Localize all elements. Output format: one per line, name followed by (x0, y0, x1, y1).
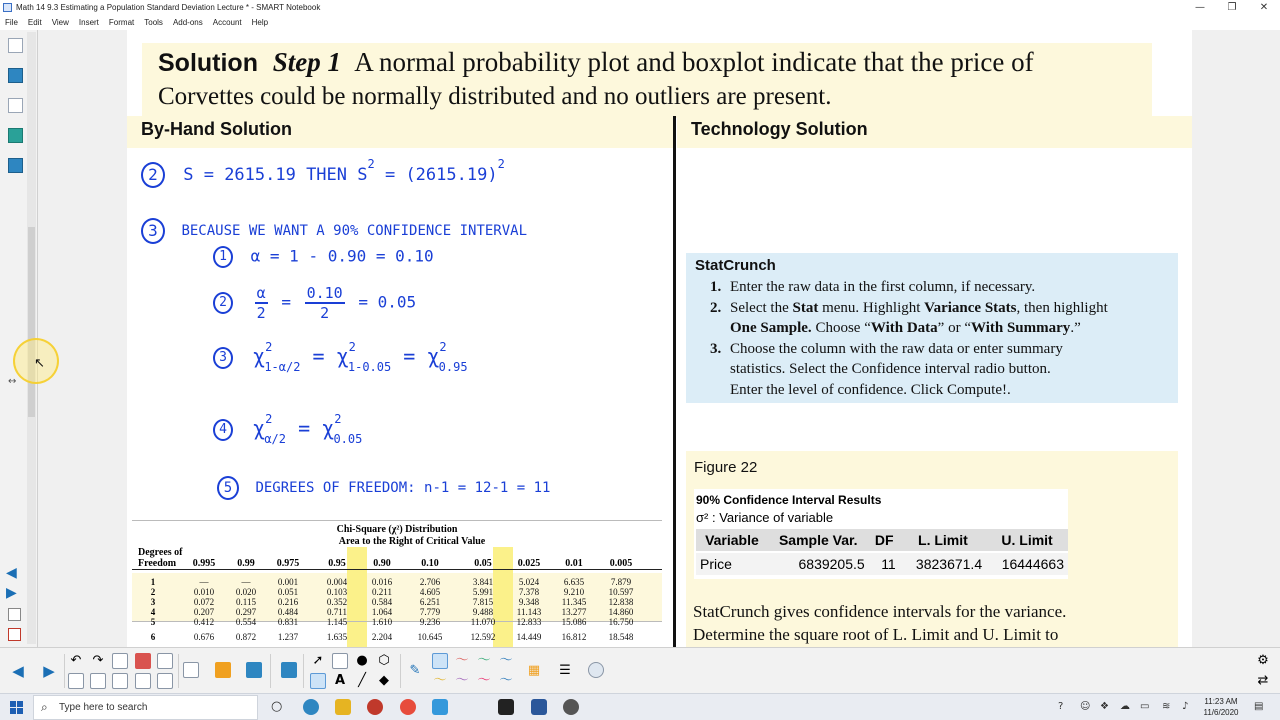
minimize-button[interactable]: — (1195, 2, 1205, 13)
step-number: 1. (710, 279, 722, 295)
chi-table-cell: 0.004 (326, 577, 348, 587)
table-row (696, 552, 1068, 575)
magic-pen-icon[interactable] (332, 653, 348, 669)
chi-column-header: 0.10 (421, 558, 439, 569)
hw-text: = (403, 344, 416, 368)
restore-button[interactable]: ❐ (1227, 2, 1237, 13)
handwritten-step-2 (141, 157, 505, 188)
people-tray-icon[interactable]: ☺ (1080, 701, 1091, 712)
chi-table-cell: 7.879 (610, 577, 632, 587)
circled-number: 3 (141, 218, 165, 244)
hw-exponent: 2 (497, 157, 505, 171)
results-cell: Price (696, 552, 768, 575)
screen-shade-icon[interactable] (135, 673, 151, 689)
undo-icon[interactable]: ↶ (70, 653, 82, 668)
chi-table-cell: 0.072 (193, 597, 215, 607)
smart-toolbar (0, 647, 1280, 693)
help-tray-icon[interactable]: ? (1058, 701, 1064, 712)
results-header-cell: L. Limit (900, 529, 986, 552)
chi-table-cell: 0.051 (277, 587, 299, 597)
chi-table-cell: 11.070 (470, 617, 496, 627)
chi-table-cell: — (241, 577, 251, 587)
chi-table-cell: 7.779 (419, 607, 441, 617)
figure-note-line-2: Determine the square root of L. Limit and U. Limit to (693, 625, 1059, 644)
chi-table-cell: 0.216 (277, 597, 299, 607)
chi-table-cell: 2.204 (371, 632, 393, 642)
smart-notebook-app-icon (3, 3, 12, 12)
onedrive-tray-icon[interactable]: ☁ (1120, 701, 1130, 712)
results-cell: 11 (869, 552, 900, 575)
circled-number: 3 (213, 347, 233, 369)
statcrunch-step-2 (710, 298, 1108, 318)
close-button[interactable]: ✕ (1259, 2, 1269, 13)
hw-chi: χ (427, 344, 440, 368)
chi-row-df: 1 (150, 577, 156, 587)
handwritten-substep-1 (213, 246, 434, 268)
hw-fraction (305, 284, 345, 322)
circled-number: 5 (217, 476, 239, 500)
hw-exponent: 2 (334, 412, 342, 426)
hw-text: = (281, 292, 291, 312)
pen-style-dark-blue-icon[interactable]: 〜 (499, 653, 513, 668)
hw-exponent: 2 (439, 340, 447, 354)
chi-table-cell: 0.412 (193, 617, 215, 627)
handwritten-substep-3 (213, 340, 468, 374)
chi-table-cell: 0.020 (235, 587, 257, 597)
title-bar (0, 0, 1280, 15)
chi-table-cell: 1.237 (277, 632, 299, 642)
chi-table-cell: 0.554 (235, 617, 257, 627)
chi-table-cell: 14.860 (608, 607, 634, 617)
chi-table-cell: 3.841 (472, 577, 494, 587)
pen-style-pink-icon[interactable]: 〜 (477, 673, 491, 688)
pen-style-green-icon[interactable]: 〜 (477, 653, 491, 668)
pen-style-light-blue-icon[interactable]: 〜 (499, 673, 513, 688)
chi-column-header: 0.99 (237, 558, 255, 569)
hw-chi: χ (253, 344, 266, 368)
technology-heading: Technology Solution (677, 116, 1192, 148)
chi-table-cell: 6.251 (419, 597, 441, 607)
chi-table-cell: 7.378 (518, 587, 540, 597)
chi-table-cell: 16.750 (608, 617, 634, 627)
hw-exponent: 2 (367, 157, 375, 171)
hw-text: S = 2615.19 THEN S (183, 165, 368, 185)
handwritten-step-3 (141, 218, 527, 244)
chi-table-cell: 0.676 (193, 632, 215, 642)
chi-table-cell: 5.024 (518, 577, 540, 587)
chi-column-header: 0.95 (328, 558, 346, 569)
taskbar-search-box[interactable] (33, 695, 258, 720)
hw-fraction-den: 2 (256, 304, 266, 322)
results-cell: 6839205.5 (768, 552, 869, 575)
add-page-icon[interactable] (112, 653, 128, 669)
circled-number: 1 (213, 246, 233, 268)
column-divider (673, 116, 676, 647)
previous-page-icon[interactable]: ◀ (6, 565, 17, 581)
solution-header-line-2: Corvettes could be normally distributed and no outliers are present. (158, 83, 832, 110)
text-tool-icon[interactable]: A (334, 673, 346, 688)
chi-table-cell: 7.815 (472, 597, 494, 607)
chi-table-cell: 11.143 (516, 607, 542, 617)
chi-table-cell: 11.345 (561, 597, 587, 607)
chi-table-cell: 0.103 (326, 587, 348, 597)
cut-icon[interactable] (68, 673, 84, 689)
chi-table-cell: 5.991 (472, 587, 494, 597)
chi-table-cell: 10.645 (417, 632, 443, 642)
pen-style-purple-icon[interactable]: 〜 (455, 673, 469, 688)
chi-column-header: 0.90 (373, 558, 391, 569)
variance-label: σ² : Variance of variable (696, 510, 834, 525)
chi-table-title: Chi-Square (χ²) Distribution (336, 524, 458, 535)
document-camera-icon[interactable] (183, 662, 199, 678)
menu-file[interactable]: File (5, 17, 18, 27)
figure-note (693, 600, 1066, 646)
statcrunch-step-3-line-3: Enter the level of confidence. Click Compute!. (730, 382, 1011, 398)
edge-icon[interactable] (303, 699, 319, 715)
chi-table-cell: 0.211 (372, 587, 392, 597)
step-text: Choose the column with the raw data or enter summary (730, 341, 1063, 357)
chi-table-cell: 1.145 (326, 617, 348, 627)
step-text: ” or “ (937, 320, 971, 336)
chi-column-header: 0.975 (276, 558, 300, 569)
hw-text: = (298, 416, 311, 440)
search-placeholder: Type here to search (59, 702, 148, 713)
chi-table-cell: 6.635 (563, 577, 585, 587)
step-bold: With Data (870, 320, 938, 336)
chi-square-table (132, 520, 662, 647)
previous-page-button[interactable]: ◀ (12, 662, 24, 680)
pen-style-blue-icon[interactable] (432, 653, 448, 669)
chi-column-header: 0.025 (517, 558, 541, 569)
results-title: 90% Confidence Interval Results (696, 493, 882, 507)
results-header-cell: Sample Var. (768, 529, 869, 552)
chi-table-cell: 9.210 (563, 587, 585, 597)
dof-header-line-2: Freedom (138, 558, 177, 569)
smart-notebook-taskbar-icon[interactable] (432, 699, 448, 715)
chi-table-cell: 0.207 (193, 607, 215, 617)
step-bold: With Summary (970, 320, 1071, 336)
word-icon[interactable] (531, 699, 547, 715)
chrome-icon[interactable] (400, 699, 416, 715)
pen-style-yellow-icon[interactable]: 〜 (433, 673, 447, 688)
hw-fraction (255, 284, 268, 322)
settings-app-icon[interactable] (563, 699, 579, 715)
volume-tray-icon[interactable]: ♪ (1182, 701, 1189, 712)
hw-text: BECAUSE WE WANT A 90% CONFIDENCE INTERVAL (181, 223, 528, 239)
dof-header (138, 547, 183, 569)
hw-subscript: α/2 (264, 432, 287, 446)
chi-row-df: 5 (150, 617, 156, 627)
menu-add-ons[interactable]: Add-ons (172, 17, 203, 27)
results-cell: 3823671.4 (900, 552, 986, 575)
add-page-icon[interactable] (8, 608, 21, 621)
hw-text: = (2615.19) (384, 165, 498, 185)
canvas-margin-right (1192, 30, 1280, 647)
wifi-tray-icon[interactable]: ≋ (1162, 701, 1171, 712)
chi-table-cell: 12.838 (608, 597, 634, 607)
toolbar-separator (303, 654, 304, 688)
circled-number: 2 (141, 162, 165, 188)
solution-header-line-1 (158, 47, 1034, 78)
menu-account[interactable]: Account (212, 17, 242, 27)
menu-tools[interactable]: Tools (144, 17, 163, 27)
results-header-cell: U. Limit (986, 529, 1068, 552)
chi-table-cell: 0.584 (371, 597, 393, 607)
chi-table-cell: — (199, 577, 209, 587)
window-title: Math 14 9.3 Estimating a Population Standard Deviation Lecture * - SMART Notebook (16, 3, 321, 12)
chi-table-cell: 18.548 (608, 632, 634, 642)
figure-label: Figure 22 (694, 459, 758, 476)
hw-chi: χ (322, 416, 335, 440)
file-explorer-icon[interactable] (335, 699, 351, 715)
step-bold: Stat (792, 300, 819, 316)
results-table (696, 529, 1068, 575)
fill-tool-icon[interactable]: ⬡ (378, 653, 390, 668)
hw-fraction-den: 2 (320, 304, 330, 322)
page-sorter-icon[interactable] (8, 38, 23, 53)
step-label: Step 1 (272, 47, 341, 77)
by-hand-heading: By-Hand Solution (127, 116, 673, 148)
statcrunch-instructions (686, 253, 1178, 403)
properties-icon[interactable] (8, 128, 23, 143)
toolbar-separator (178, 654, 179, 688)
cortana-icon[interactable]: ○ (271, 699, 283, 714)
hw-subscript: 0.05 (333, 432, 363, 446)
add-ons-icon[interactable] (8, 158, 23, 173)
toolbar-separator (64, 654, 65, 688)
step-number: 3. (710, 341, 722, 357)
step-text: menu. Highlight (818, 300, 925, 316)
header-text-1: A normal probability plot and boxplot indicate that the price of (354, 47, 1034, 77)
chi-table-cell: 12.833 (516, 617, 542, 627)
chi-table-cell: 16.812 (561, 632, 587, 642)
pens-tool-icon[interactable] (310, 673, 326, 689)
chi-column-header: 0.005 (609, 558, 633, 569)
attachments-icon[interactable] (8, 98, 23, 113)
clock-date: 11/6/2020 (1203, 708, 1239, 717)
statcrunch-step-1 (710, 277, 1035, 297)
chi-table-subtitle: Area to the Right of Critical Value (338, 536, 486, 547)
chi-table-cell: 0.115 (236, 597, 256, 607)
hw-chi: χ (336, 344, 349, 368)
table-rule (132, 569, 662, 570)
acrobat-icon[interactable] (498, 699, 514, 715)
chi-table-cell: 1.635 (326, 632, 348, 642)
chi-table-cell: 9.236 (419, 617, 441, 627)
chi-table-cell: 12.592 (470, 632, 496, 642)
line-width-icon[interactable]: ☰ (559, 663, 571, 678)
addons-icon[interactable] (281, 662, 297, 678)
network-tray-icon[interactable]: ▭ (1140, 701, 1150, 712)
solution-label: Solution (158, 49, 258, 77)
line-tool-icon[interactable]: ╱ (358, 673, 366, 688)
canvas-margin-left (38, 30, 127, 647)
save-icon[interactable] (112, 673, 128, 689)
hw-text: α = 1 - 0.90 = 0.10 (250, 246, 434, 266)
hw-fraction-num: α (256, 284, 266, 302)
chi-table-cell: 0.352 (326, 597, 348, 607)
table-icon[interactable] (157, 653, 173, 669)
activity-builder-icon[interactable] (215, 662, 231, 678)
chi-table-cell: 0.016 (371, 577, 393, 587)
eraser-tool-icon[interactable]: ◆ (379, 673, 389, 688)
delete-icon[interactable] (135, 653, 151, 669)
step-bold: Variance Stats (924, 300, 1017, 316)
menu-edit[interactable]: Edit (27, 17, 42, 27)
statcrunch-step-2-cont (730, 318, 1081, 338)
chi-table-cell: 0.297 (235, 607, 257, 617)
hw-subscript: 1-0.05 (347, 360, 392, 374)
chi-table-cell: 0.484 (277, 607, 299, 617)
dof-header-line-1: Degrees of (138, 547, 183, 558)
results-header-cell: Variable (696, 529, 768, 552)
menu-view[interactable]: View (51, 17, 69, 27)
next-page-button[interactable]: ▶ (43, 662, 55, 680)
pen-style-red-icon[interactable]: 〜 (455, 653, 469, 668)
confidence-interval-results (694, 489, 1068, 579)
handwritten-substep-2 (213, 284, 416, 322)
hw-text: = (312, 344, 325, 368)
chi-table-cell: 9.488 (472, 607, 494, 617)
sidebar-scrollbar-thumb[interactable] (28, 227, 35, 417)
chi-table-cell: 0.831 (277, 617, 299, 627)
chi-table-cell: 14.449 (516, 632, 542, 642)
step-text: .” (1070, 320, 1081, 336)
taskbar-clock[interactable] (1196, 696, 1246, 718)
redo-icon[interactable]: ↷ (92, 653, 104, 668)
chi-row-df: 2 (150, 587, 156, 597)
toolbar-separator (270, 654, 271, 688)
chi-column-header: 0.05 (474, 558, 492, 569)
hw-subscript: 0.95 (438, 360, 468, 374)
windows-taskbar (0, 693, 1280, 720)
hw-fraction-num: 0.10 (306, 284, 343, 302)
step-bold: One Sample. (730, 320, 812, 336)
chi-table-cell: 4.605 (419, 587, 441, 597)
chi-table-cell: 0.872 (235, 632, 257, 642)
handwritten-substep-4 (213, 412, 363, 446)
step-text: Choose “ (811, 320, 871, 336)
copy-icon[interactable] (90, 673, 106, 689)
shape-tool-icon[interactable]: ● (356, 653, 368, 668)
chi-table-cell: 10.597 (608, 587, 634, 597)
toolbar-separator (400, 654, 401, 688)
chi-table-cell: 1.610 (371, 617, 393, 627)
chi-column-header: 0.995 (192, 558, 216, 569)
notebook-page[interactable] (127, 30, 1192, 647)
menu-insert[interactable]: Insert (78, 17, 99, 27)
chi-table-cell: 2.706 (419, 577, 441, 587)
delete-page-icon[interactable] (8, 628, 21, 641)
chi-table-cell: 9.348 (518, 597, 540, 607)
notifications-icon[interactable]: ▤ (1254, 701, 1264, 712)
chi-row-df: 3 (150, 597, 156, 607)
handwritten-step-5 (217, 476, 550, 500)
response-icon[interactable] (246, 662, 262, 678)
chi-table-cell: 0.711 (327, 607, 347, 617)
circled-number: 4 (213, 419, 233, 441)
properties-circle-icon[interactable] (588, 662, 604, 678)
figure-22 (686, 451, 1178, 647)
solution-header (142, 43, 1152, 118)
resize-arrows-icon[interactable]: ↔ (8, 376, 17, 387)
gallery-icon[interactable] (8, 68, 23, 83)
chi-table-cell: 13.277 (561, 607, 587, 617)
menu-help[interactable]: Help (251, 17, 269, 27)
figure-note-line-1: StatCrunch gives confidence intervals for the variance. (693, 602, 1067, 621)
step-text: Select the (730, 300, 793, 316)
circled-number: 2 (213, 292, 233, 314)
chi-table-cell: 1.064 (371, 607, 393, 617)
hw-exponent: 2 (265, 412, 273, 426)
select-tool-icon[interactable]: ➚ (312, 653, 324, 668)
step-text: Enter the raw data in the first column, if necessary. (730, 279, 1036, 295)
results-header-row (696, 529, 1068, 552)
hw-subscript: 1-α/2 (264, 360, 301, 374)
chi-table-cell: 0.001 (277, 577, 299, 587)
chi-table-cell: 0.010 (193, 587, 215, 597)
statcrunch-step-3 (710, 339, 1063, 359)
fullscreen-icon[interactable] (157, 673, 173, 689)
dropbox-tray-icon[interactable]: ❖ (1100, 701, 1109, 712)
chi-table-cell: 15.086 (561, 617, 587, 627)
toolbar-move-icon[interactable]: ⇄ (1257, 673, 1269, 688)
results-header-cell: DF (869, 529, 900, 552)
mouse-cursor-icon: ↖ (34, 356, 45, 371)
chi-column-header: 0.01 (565, 558, 583, 569)
color-grid-icon[interactable]: ▦ (527, 663, 541, 678)
clock-time: 11:23 AM (1204, 697, 1238, 706)
recorder-icon[interactable] (367, 699, 383, 715)
statcrunch-step-3-line-2: statistics. Select the Confidence interval radio button. (730, 361, 1051, 377)
hw-exponent: 2 (265, 340, 273, 354)
chi-row-df: 6 (150, 632, 156, 642)
search-icon: ⌕ (41, 700, 48, 714)
hw-text: DEGREES OF FREEDOM: n-1 = 12-1 = 11 (255, 480, 551, 496)
hw-exponent: 2 (348, 340, 356, 354)
hw-text: = 0.05 (358, 292, 417, 312)
toolbar-settings-icon[interactable]: ⚙ (1257, 653, 1269, 668)
pen-icon[interactable]: ✎ (409, 663, 421, 678)
chi-row-df: 4 (150, 607, 156, 617)
windows-start-icon[interactable] (10, 701, 23, 714)
menu-format[interactable]: Format (108, 17, 135, 27)
results-cell: 16444663 (986, 552, 1068, 575)
next-page-icon[interactable]: ▶ (6, 585, 17, 601)
step-number: 2. (710, 300, 722, 316)
hw-chi: χ (253, 416, 266, 440)
menu-bar (0, 15, 1280, 29)
statcrunch-title: StatCrunch (695, 257, 776, 274)
step-text: , then highlight (1016, 300, 1108, 316)
